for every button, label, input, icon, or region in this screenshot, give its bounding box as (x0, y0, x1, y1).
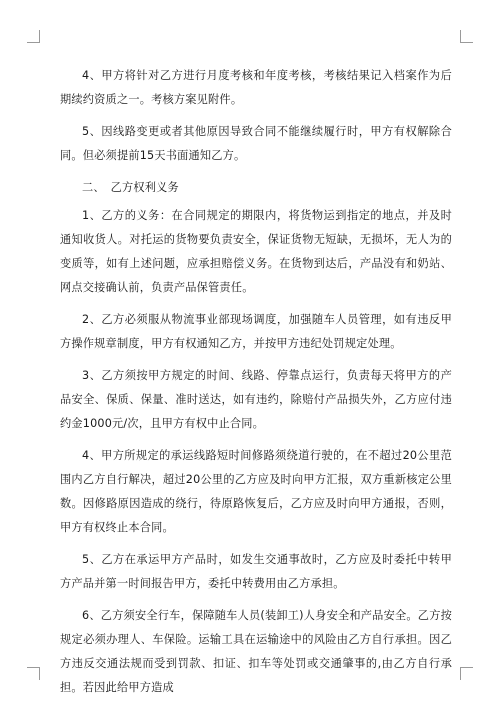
paragraph-dispatch: 2、乙方必须服从物流事业部现场调度，加强随车人员管理，如有违反甲方操作规章制度，甲方有权通知乙方，并按甲方违纪处罚规定处理。 (60, 313, 452, 350)
paragraph-safety: 6、乙方须安全行车，保障随车人员(装卸工)人身安全和产品安全。乙方按规定必须办理人、车保险。运输工具在运输途中的风险由乙方自行承担。因乙方违反交通法规而受到罚款、扣证、扣车等处罚或交通肇事的,由乙方自行承担。若因此给甲方造成 (60, 609, 452, 694)
crop-mark-bottom-left (27, 667, 40, 680)
paragraph-schedule: 3、乙方须按甲方规定的时间、线路、停靠点运行，负责每天将甲方的产品安全、保质、保量、准时送达，如有违约，除赔付产品损失外，乙方应付违约金1000元/次，且甲方有权中止合同。 (60, 369, 452, 430)
section-heading: 二、 乙方权利义务 (82, 181, 179, 194)
paragraph-detour: 4、甲方所规定的承运线路短时间修路须绕道行驶的，在不超过20公里范围内乙方自行解决，超过20公里的乙方应及时向甲方汇报，双方重新核定公里数。因修路原因造成的绕行，待原路恢复后，乙方应及时向甲方通报，否则，甲方有权终止本合同。 (60, 449, 452, 534)
document-body (60, 64, 452, 708)
paragraph-accident: 5、乙方在承运甲方产品时，如发生交通事故时，乙方应及时委托中转甲方产品并第一时间报告甲方，委托中转费用由乙方承担。 (60, 553, 452, 590)
paragraph-obligations: 1、乙方的义务：在合同规定的期限内，将货物运到指定的地点，并及时通知收货人。对托运的货物要负责安全，保证货物无短缺，无损坏，无人为的变质等，如有上述问题，应承担赔偿义务。在货物到达后，产品没有和奶站、网点交接确认前，负责产品保管责任。 (60, 209, 452, 294)
crop-mark-bottom-right (460, 667, 473, 680)
paragraph-route-change: 5、因线路变更或者其他原因导致合同不能继续履行时，甲方有权解除合同。但必须提前15天书面通知乙方。 (60, 125, 452, 162)
paragraph-evaluation: 4、甲方将针对乙方进行月度考核和年度考核，考核结果记入档案作为后期续约资质之一。考核方案见附件。 (60, 69, 452, 106)
crop-mark-top-left (27, 30, 40, 43)
crop-mark-top-right (460, 30, 473, 43)
